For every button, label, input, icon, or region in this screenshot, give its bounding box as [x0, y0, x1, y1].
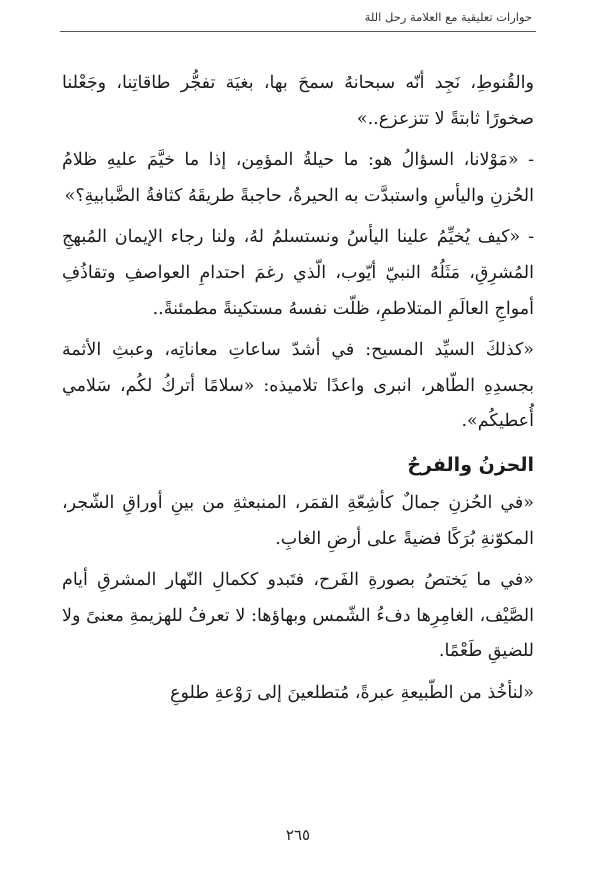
paragraph-continuation: والقُنوطِ، نَجِد أنّه سبحانهُ سمحَ بها، بغيَة تفجُّر طاقاتِنا، وجَعْلنا صخورًا ثابتةً لا تتزعزع..» [62, 73, 534, 129]
paragraph-question: - «مَوْلانا، السؤالُ هو: ما حيلةُ المؤمِن، إذا ما خيَّمَ عليهِ ظلامُ الحُزنِ واليأسِ واستبدَّت به الحيرةُ، حاجبةً طريقَهُ كثافةُ الضَّبابيةِ؟» [62, 150, 534, 206]
section-heading: الحزنُ والفرحُ [407, 453, 534, 476]
paragraph-answer: - «كيف يُخيِّمُ علينا اليأسُ ونستسلمُ لهُ، ولنا رجاء الإيمان المُبهجِ المُشرِقِ، مَثَلُهُ النبيّ أيّوب، الّذي رغمَ احتدامِ العواصفِ وتقاذُفِ أمواجِ العالَمِ المتلاطمِ، ظلّت نفسهُ مستكينةً مطمئنةً.. [62, 227, 534, 319]
paragraph-christ: «كذلكَ السيِّد المسيح: في أشدّ ساعاتِ معاناتِه، وعبثِ الأثمة بجسدِهِ الطّاهر، انبرى واعدًا تلاميذه: «سلامًا أتركُ لكُم، سَلامي أُعطيكُم». [62, 340, 534, 432]
running-head: حوارات تعليقية مع العلامة رحل اللهَ [364, 10, 532, 24]
page-number: ٢٦٥ [285, 826, 311, 844]
paragraph-joy: «في ما يَختصُ بصورةِ الفَرح، فتَبدو ككمالِ النّهار المشرقِ أيام الصَّيْف، الغامِرِها دفءُ الشّمس وبهاؤها: لا تعرفُ للهزيمةِ معنىً ولا للضيقِ طَعْمًا. [62, 570, 534, 662]
main-text [62, 66, 534, 718]
paragraph-nature: «لنأخُذ من الطّبيعةِ عبرةً، مُتطلعينَ إلى رَوْعةِ طلوعِ [170, 682, 534, 703]
paragraph-sadness: «في الحُزنِ جمالٌ كأشِعّةِ القمَر، المنبعثةِ من بينِ أوراقِ الشّجر، المكوّنةِ بُرَكًا فضيةً على أرضِ الغابِ. [62, 492, 534, 549]
header-rule [60, 31, 536, 32]
